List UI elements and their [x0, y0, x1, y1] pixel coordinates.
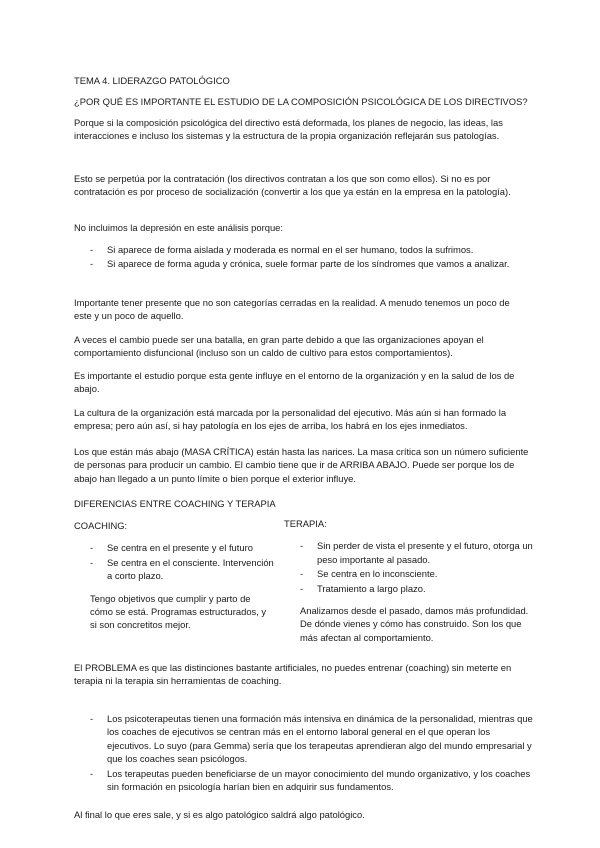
coaching-list — [74, 541, 274, 582]
section-question: ¿POR QUÉ ES IMPORTANTE EL ESTUDIO DE LA COMPOSICIÓN PSICOLÓGICA DE LOS DIRECTIVOS? — [74, 96, 528, 107]
paragraph-5: A veces el cambio puede ser una batalla, en gran parte debido a que las organizaciones apoyan el comportamiento disfuncional (incluso son un caldo de cultivo para estos comportamientos). — [74, 334, 484, 359]
therapy-note: Analizamos desde el pasado, damos más profundidad. De dónde vienes y cómo has construido. Son los que más afectan al comportamiento. — [300, 605, 529, 643]
list-item: - Se centra en el presente y el futuro — [74, 541, 274, 554]
therapy-heading: TERAPIA: — [284, 518, 327, 529]
doc-title: TEMA 4. LIDERAZGO PATOLÓGICO — [74, 75, 230, 86]
differences-title: DIFERENCIAS ENTRE COACHING Y TERAPIA — [74, 498, 276, 509]
list-item: - Los terapeutas pueden beneficiarse de un mayor conocimiento del mundo organizativo, y los coaches sin formación en psicología harían bien en adquirir sus fundamentos. — [74, 767, 534, 794]
list-item: - Sin perder de vista el presente y el futuro, otorga un peso importante al pasado. — [284, 539, 534, 566]
therapy-column — [284, 517, 534, 644]
list-item: - Los psicoterapeutas tienen una formación más intensiva en dinámica de la personalidad, mientras que los coaches de ejecutivos se centran más en el entorno laboral general en el que operan los ejecutivos. Lo suyo (para Gemma) sería que los terapeutas aprendieran algo del mundo empresarial y que los coaches sean psicólogos. — [74, 712, 534, 766]
problem-list — [74, 712, 534, 793]
list-item: - Se centra en el consciente. Intervención a corto plazo. — [74, 556, 274, 583]
paragraph-1: Porque si la composición psicológica del directivo está deformada, los planes de negocio, las ideas, las interacciones e incluso los sistemas y la estructura de la propia organización reflejarán sus patologías. — [74, 117, 503, 142]
therapy-list — [284, 539, 534, 595]
list-item: - Si aparece de forma aguda y crónica, suele formar parte de los síndromes que vamos a analizar. — [74, 257, 529, 270]
problem-paragraph: El PROBLEMA es que las distinciones bastante artificiales, no puedes entrenar (coaching) sin meterte en terapia ni la terapia sin herramientas de coaching. — [74, 662, 512, 687]
list-item: - Se centra en lo inconsciente. — [284, 567, 534, 580]
depression-list — [74, 243, 529, 271]
paragraph-2: Esto se perpetúa por la contratación (los directivos contratan a los que son como ellos). Si no es por contratación es por proceso de socialización (convertir a los que ya están en la empresa en la patología). — [74, 173, 511, 198]
paragraph-8: Los que están más abajo (MASA CRÍTICA) están hasta las narices. La masa crítica son un número suficiente de personas para producir un cambio. El cambio tiene que ir de ARRIBA ABAJO. Puede ser porque los de abajo han llegado a un punto límite o bien porque el exterior influye. — [74, 446, 529, 484]
list-item: - Si aparece de forma aislada y moderada es normal en el ser humano, todos la sufrimos. — [74, 243, 529, 256]
coaching-column — [74, 519, 274, 632]
closing-paragraph: Al final lo que eres sale, y si es algo patológico saldrá algo patológico. — [74, 809, 365, 820]
paragraph-7: La cultura de la organización está marcada por la personalidad del ejecutivo. Más aún si han formado la empresa; pero aún así, si hay patología en los ejes de arriba, los habrá en los ejes inmediatos. — [74, 407, 507, 432]
paragraph-4: Importante tener presente que no son categorías cerradas en la realidad. A menudo tenemos un poco de este y un poco de aquello. — [74, 297, 510, 322]
list-item: - Tratamiento a largo plazo. — [284, 582, 534, 595]
paragraph-3: No incluimos la depresión en este análisis porque: — [74, 222, 283, 233]
paragraph-6: Es importante el estudio porque esta gente influye en el entorno de la organización y en la salud de los de abajo. — [74, 370, 515, 395]
coaching-heading: COACHING: — [74, 520, 128, 531]
coaching-note: Tengo objetivos que cumplir y parto de cómo se está. Programas estructurados, y si son concretitos mejor. — [90, 592, 267, 631]
